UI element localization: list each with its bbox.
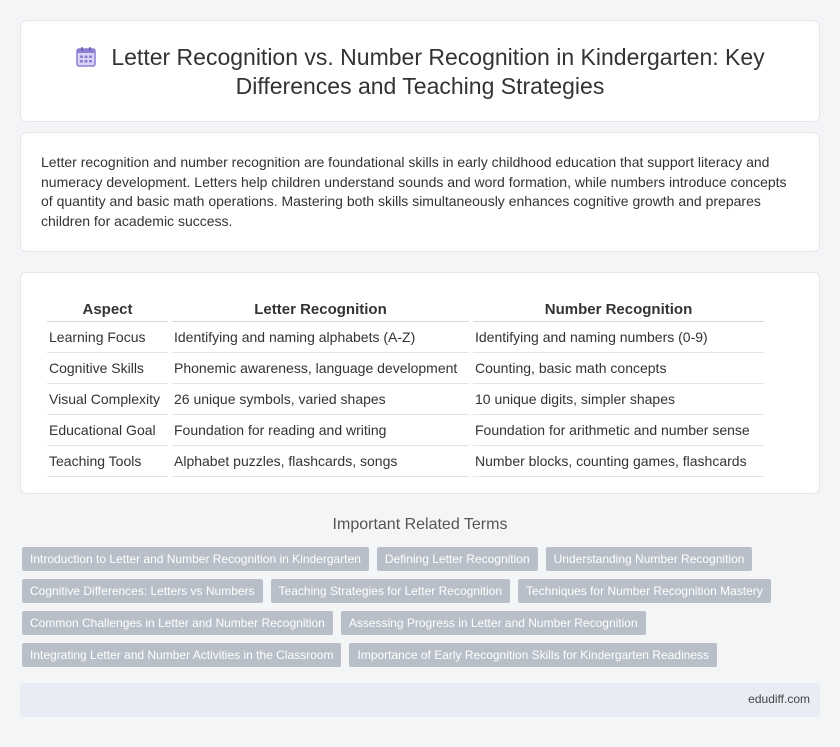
related-term-link[interactable]: Assessing Progress in Letter and Number Recognition xyxy=(341,611,646,635)
page-title xyxy=(61,43,779,101)
header-aspect: Aspect xyxy=(47,295,168,322)
table-row xyxy=(47,384,764,415)
row-letter: Alphabet puzzles, flashcards, songs xyxy=(172,446,469,477)
table-row xyxy=(47,446,764,477)
related-term-link[interactable]: Integrating Letter and Number Activities in the Classroom xyxy=(22,643,341,667)
related-term-link[interactable]: Techniques for Number Recognition Mastery xyxy=(518,579,771,603)
row-aspect: Cognitive Skills xyxy=(47,353,168,384)
header-letter-recognition: Letter Recognition xyxy=(172,295,469,322)
row-aspect: Educational Goal xyxy=(47,415,168,446)
footer-site-link[interactable]: edudiff.com xyxy=(748,692,810,706)
related-term-link[interactable]: Introduction to Letter and Number Recognition in Kindergarten xyxy=(22,547,369,571)
row-number: 10 unique digits, simpler shapes xyxy=(473,384,764,415)
footer xyxy=(20,683,820,717)
row-letter: 26 unique symbols, varied shapes xyxy=(172,384,469,415)
comparison-card xyxy=(20,272,820,494)
related-term-link[interactable]: Common Challenges in Letter and Number Recognition xyxy=(22,611,333,635)
related-term-link[interactable]: Teaching Strategies for Letter Recognition xyxy=(271,579,510,603)
header-number-recognition: Number Recognition xyxy=(473,295,764,322)
intro-card xyxy=(20,132,820,252)
related-term-link[interactable]: Cognitive Differences: Letters vs Numbers xyxy=(22,579,263,603)
row-number: Counting, basic math concepts xyxy=(473,353,764,384)
related-term-link[interactable]: Importance of Early Recognition Skills for Kindergarten Readiness xyxy=(349,643,717,667)
row-aspect: Learning Focus xyxy=(47,322,168,353)
row-letter: Identifying and naming alphabets (A-Z) xyxy=(172,322,469,353)
row-number: Foundation for arithmetic and number sense xyxy=(473,415,764,446)
related-terms-list xyxy=(22,547,802,667)
title-card xyxy=(20,20,820,122)
row-letter: Foundation for reading and writing xyxy=(172,415,469,446)
calendar-grid-icon xyxy=(75,46,97,68)
related-term-link[interactable]: Defining Letter Recognition xyxy=(377,547,538,571)
table-row xyxy=(47,353,764,384)
row-number: Identifying and naming numbers (0-9) xyxy=(473,322,764,353)
comparison-table xyxy=(43,295,768,477)
row-letter: Phonemic awareness, language development xyxy=(172,353,469,384)
related-term-link[interactable]: Understanding Number Recognition xyxy=(546,547,753,571)
table-header-row xyxy=(47,295,764,322)
table-row xyxy=(47,322,764,353)
page-title-text: Letter Recognition vs. Number Recognition in Kindergarten: Key Differences and Teaching Strategies xyxy=(111,44,765,99)
row-number: Number blocks, counting games, flashcards xyxy=(473,446,764,477)
table-row xyxy=(47,415,764,446)
row-aspect: Visual Complexity xyxy=(47,384,168,415)
intro-paragraph: Letter recognition and number recognition are foundational skills in early childhood education that support literacy and numeracy development. Letters help children understand sounds and word formation, while numbers introduce concepts of quantity and basic math operations. Mastering both skills simultaneously enhances cognitive growth and prepares children for academic success. xyxy=(41,154,787,229)
row-aspect: Teaching Tools xyxy=(47,446,168,477)
related-terms-heading: Important Related Terms xyxy=(332,516,508,533)
